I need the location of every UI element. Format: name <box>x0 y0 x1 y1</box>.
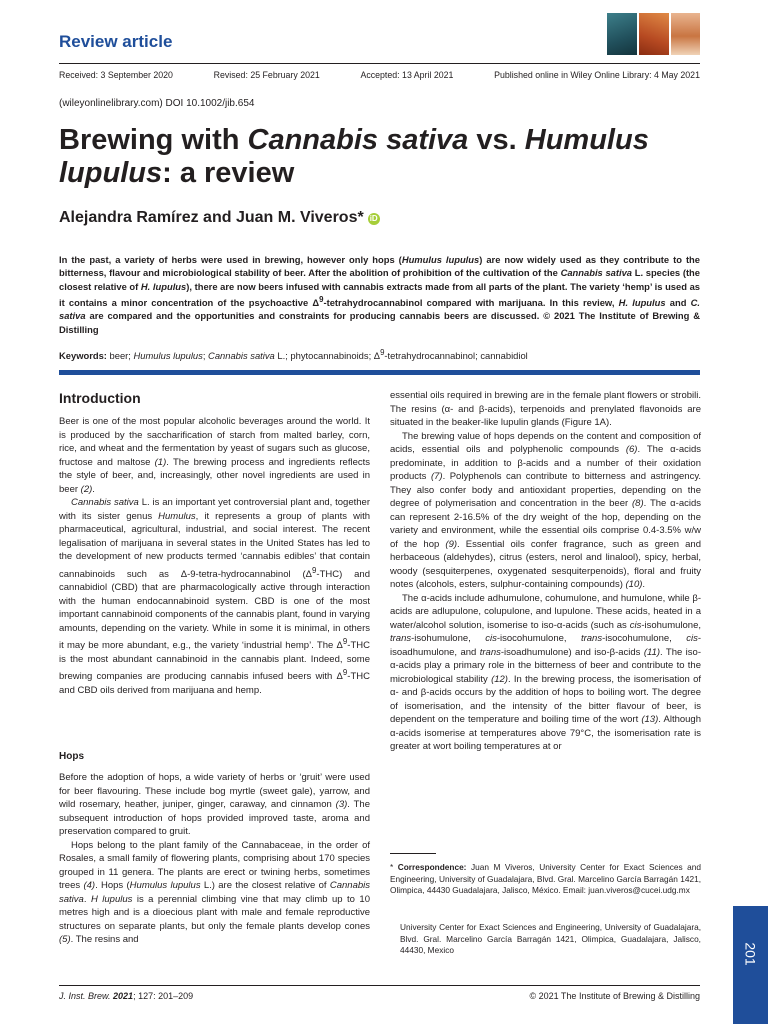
right-column-text <box>390 389 701 754</box>
paragraph: essential oils required in brewing are in the female plant flowers or strobili. The resins (α- and β-acids), terpenoids and prenylated flavonoids are situated in the beaker-like lupulin glands (Figure 1A). <box>390 390 702 428</box>
logo-panel-right <box>671 13 700 55</box>
accepted-date: Accepted: 13 April 2021 <box>360 70 454 80</box>
journal-citation: J. Inst. Brew. 2021; 127: 201–209 <box>59 991 194 1001</box>
section-heading-hops: Hops <box>59 751 84 762</box>
journal-logo <box>607 13 700 55</box>
citation-link[interactable]: (4) <box>83 880 96 891</box>
published-date: Published online in Wiley Online Library: 4 May 2021 <box>494 70 700 80</box>
section-heading-introduction: Introduction <box>59 390 141 406</box>
keywords-label: Keywords: <box>59 350 107 362</box>
article-type: Review article <box>59 32 173 51</box>
citation-link[interactable]: (3) <box>335 799 348 810</box>
orcid-icon[interactable]: iD <box>369 214 378 223</box>
citation-link[interactable]: (6) <box>625 444 638 455</box>
citation-link[interactable]: (1) <box>154 456 167 468</box>
revised-date: Revised: 25 February 2021 <box>213 70 320 80</box>
paragraph: The brewing value of hops depends on the content and composition of acids, essential oils and polyphenolic compounds (6). The α-acids predominate, in addition to β-acids and a number of their oxidation products (7). Polyphenols can contribute to bitterness and astringency. They also confer body and antioxidant properties, depending on the degree of polymerisation and concentration in the beer (8). The α-acids can represent 2-16.5% of the dry weight of the hop, depending on the variety and environment, while the essential oils comprise 0.4-3.5% w/w of the hop (9). Essential oils confer fragrance, such as green and herbaceous (aldehydes), citrus (esters, nerol and linalool), spicy, herbal, woody (sesquiterpenes, oxygenated sesquiterpenoids), floral and fruity notes (alcohols, esters, sulphur-containing compounds) (10). <box>390 430 702 590</box>
abstract: In the past, a variety of herbs were used in brewing, however only hops (Humulus lupulus) are now widely used as they contribute to the bitterness, flavour and microbiological stability of beer. After the abolition of prohibition of the cultivation of the Cannabis sativa L. species (the closest relative of H. lupulus), there are now beers infused with cannabis extracts made from all parts of the plant. The variety ‘hemp’ is used as it contains a minor concentration of the psychoactive $\Delta^9$-tetrahydrocannabinol compared with marijuana. In this review, H. lupulus and C. sativa are compared and the opportunities and constraints for producing cannabis beers are discussed. © 2021 The Institute of Brewing & Distilling <box>59 254 701 335</box>
doi-line[interactable]: (wileyonlinelibrary.com) DOI 10.1002/jib.654 <box>59 98 255 109</box>
keywords: Keywords: beer; Humulus lupulus; Cannabis sativa L.; phytocannabinoids; $\Delta^9$-tetrahydrocannabinol; cannabidiol <box>59 348 528 362</box>
paragraph: Before the adoption of hops, a wide variety of herbs or ‘gruit’ were used for beer flavouring. These include bog myrtle (sweet gale), yarrow, and wild rosemary, heather, juniper, ginger, caraway, and cinnamon (3). The subsequent introduction of hops provided improved taste, aroma and preservation compared to gruit. <box>59 772 370 837</box>
citation-link[interactable]: (2) <box>80 483 93 495</box>
logo-panel-left <box>607 13 637 55</box>
citation-link[interactable]: (10) <box>625 579 643 590</box>
footnote-divider <box>390 853 436 854</box>
hops-text <box>59 771 370 947</box>
citation-link[interactable]: (8) <box>632 498 644 509</box>
paragraph: Cannabis sativa L. is an important yet controversial plant and, together with its sister genus Humulus, it represents a group of plants with pharmaceutical, agricultural, industrial, and social interest. The recent legalisation of marijuana in several states in the United States has led to the development of new products termed ‘cannabis edibles’ that contain cannabinoids such as Δ-9-tetra-hydrocannabinol $(\Delta^9-THC)$ and cannabidiol (CBD) that are pharmacologically active through interaction with the human endocannabinoid system. CBD is one of the most important cannabinoid components of the cannabis plant, found in varying amounts, depending on the variety. While in some it is minimal, in others it may be more abundant, e.g., the variety ‘industrial hemp’. The $\Delta^9$-THC is the most abundant cannabinoid in the cannabis plant. Indeed, some brewing companies are producing cannabis infused beers with $\Delta^9$-THC and CBD oils derived from marijuana and hemp. <box>59 497 370 696</box>
citation-link[interactable]: (9) <box>445 538 458 550</box>
footer-divider <box>59 985 700 986</box>
received-date: Received: 3 September 2020 <box>59 70 173 80</box>
paragraph: Hops belong to the plant family of the Cannabaceae, in the order of Rosales, a small family of flowering plants, comprising about 170 species grouped in 11 genera. The plants are erect or twining herbs, sometimes trees (4). Hops (Humulus lupulus L.) are the closest relative of Cannabis sativa. H lupulus is a perennial climbing vine that may climb up to 10 metres high and is a dioecious plant with male and female reproductive structures on separate plants, but only the female plants develop cones (5). The resins and <box>59 839 371 945</box>
page-number: 201 <box>742 942 759 966</box>
citation-link[interactable]: (11) <box>643 646 661 658</box>
author-names[interactable]: Alejandra Ramírez and Juan M. Viveros* <box>59 209 364 226</box>
affiliation-footnote: University Center for Exact Sciences and Engineering, University of Guadalajara, Blvd. Gral. Marcelino García Barragán 1421, Olimpica, Guadalajara, Jalisco, 44430, Mexico <box>400 922 701 955</box>
article-title: Brewing with Cannabis sativa vs. Humulus lupulus: a review <box>59 124 649 189</box>
citation-link[interactable]: (13) <box>641 714 659 725</box>
article-dates <box>59 70 700 80</box>
introduction-text <box>59 415 370 697</box>
paragraph: Beer is one of the most popular alcoholic beverages around the world. It is produced by the saccharification of starch from malted barley, corn, rice, and wheat and the fermentation by yeast of sugars such as glucose, fructose and maltose (1). The brewing process and ingredients reflects the style of beer, and, increasingly, other novel ingredients are used in beer (2). <box>59 416 370 495</box>
authors <box>59 209 380 227</box>
paragraph: The α-acids include adhumulone, cohumulone, and humulone, while β-acids are adlupulone, colupulone, and lupulone. These acids, heated in a water/alcohol solution, isomerise to iso-α-acids (such as cis-isohumulone, trans-isohumulone, cis-isocohumulone, trans-isocohumulone, cis-isoadhumulone, and trans-isoadhumulone) and iso-β-acids (11). The iso-α-acids play a primary role in the bitterness of beer and contribute to the microbiological stability (12). In the brewing process, the isomerisation of α- and β-acids occurs by the addition of hops to boiling wort. The degree of isomerisation, and the intensity of the bitter flavour of beer, is dependent on the temperature and boiling time of the wort (13). Although α-acids isomerise at temperatures above 79°C, the isomerisation rate is greater at wort boiling temperatures at or <box>390 592 701 752</box>
citation-link[interactable]: (7) <box>430 471 443 482</box>
logo-panel-middle <box>639 13 668 55</box>
copyright-notice: © 2021 The Institute of Brewing & Distilling <box>529 991 700 1001</box>
header-divider <box>59 63 700 64</box>
citation-link[interactable]: (12) <box>491 673 508 685</box>
section-divider-bar <box>59 370 700 375</box>
correspondence-footnote: * Correspondence: Juan M Viveros, University Center for Exact Sciences and Engineering, University of Guadalajara, Blvd. Gral. Marcelino García Barragán 1421, Olimpica, 44430 Guadalajara, Jalisco, México. Email: juan.viveros@cucei.udg.mx <box>390 862 701 895</box>
citation-link[interactable]: (5) <box>59 934 71 945</box>
